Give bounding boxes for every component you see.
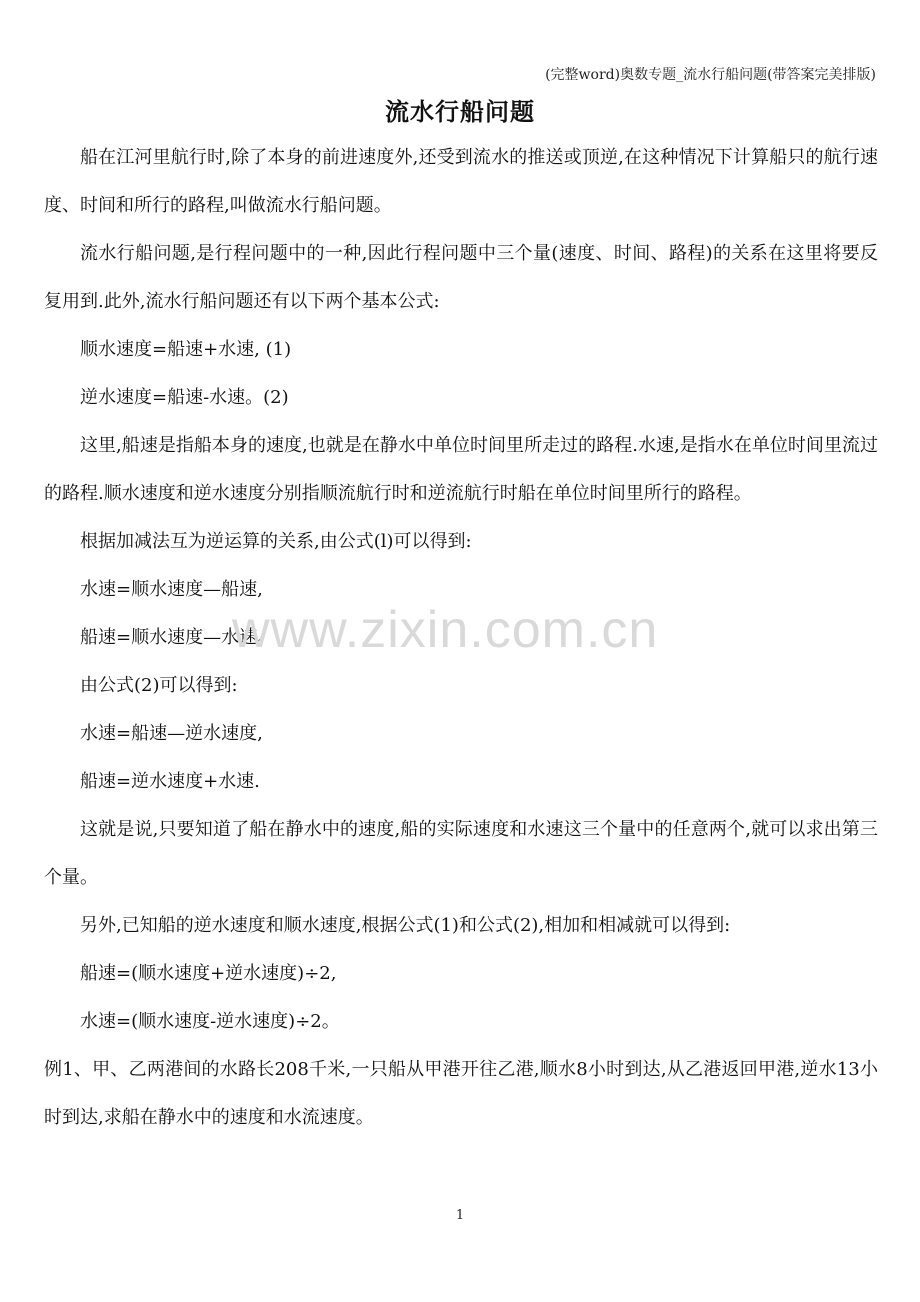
paragraph-intro: 船在江河里航行时,除了本身的前进速度外,还受到流水的推送或顶逆,在这种情况下计算船只的航行速度、时间和所行的路程,叫做流水行船问题。 [44, 147, 878, 216]
formula-water-speed-1: 水速=顺水速度—船速, [80, 579, 263, 600]
formula-boat-speed-1: 船速=顺水速度—水速。 [80, 627, 276, 648]
paragraph-combined: 另外,已知船的逆水速度和顺水速度,根据公式(1)和公式(2),相加和相减就可以得到: [80, 915, 731, 936]
page-header: (完整word)奥数专题_流水行船问题(带答案完美排版) [545, 67, 876, 83]
page-number: 1 [455, 1208, 465, 1223]
paragraph-explanation: 这里,船速是指船本身的速度,也就是在静水中单位时间里所走过的路程.水速,是指水在单位时间里流过的路程.顺水速度和逆水速度分别指顺流航行时和逆流航行时船在单位时间里所行的路程。 [44, 435, 878, 504]
paragraph-derivation-1: 根据加减法互为逆运算的关系,由公式(l)可以得到: [80, 531, 472, 552]
paragraph-derivation-2: 由公式(2)可以得到: [80, 675, 238, 696]
paragraph-definition: 流水行船问题,是行程问题中的一种,因此行程问题中三个量(速度、时间、路程)的关系在这里将要反复用到.此外,流水行船问题还有以下两个基本公式: [44, 243, 878, 312]
formula-upstream: 逆水速度=船速-水速。(2) [80, 387, 289, 408]
watermark: www.zixin.com.cn [232, 601, 659, 659]
formula-water-speed-2: 水速=船速—逆水速度, [80, 723, 263, 744]
example-1: 例1、甲、乙两港间的水路长208千米,一只船从甲港开往乙港,顺水8小时到达,从乙港返回甲港,逆水13小时到达,求船在静水中的速度和水流速度。 [44, 1059, 878, 1128]
paragraph-summary: 这就是说,只要知道了船在静水中的速度,船的实际速度和水速这三个量中的任意两个,就可以求出第三个量。 [44, 819, 878, 888]
formula-boat-speed-2: 船速=逆水速度+水速. [80, 771, 260, 792]
formula-downstream: 顺水速度=船速+水速, (1) [80, 339, 292, 360]
formula-water-speed-avg: 水速=(顺水速度-逆水速度)÷2。 [80, 1011, 340, 1032]
page-title: 流水行船问题 [385, 97, 535, 126]
formula-boat-speed-avg: 船速=(顺水速度+逆水速度)÷2, [80, 963, 337, 984]
document-body [44, 134, 878, 1142]
